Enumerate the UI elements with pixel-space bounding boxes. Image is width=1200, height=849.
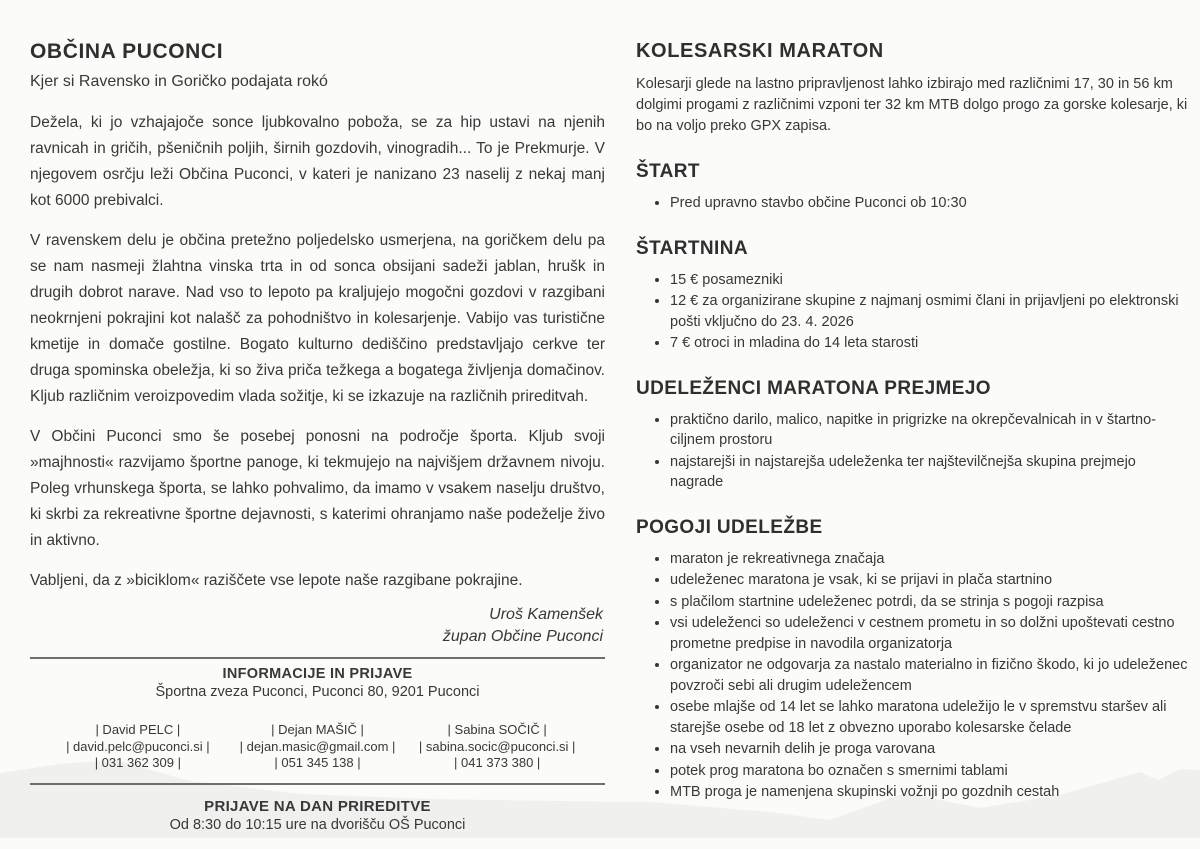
info-address: Športna zveza Puconci, Puconci 80, 9201 Puconci <box>155 684 480 700</box>
sports-paragraph: V Občini Puconci smo še posebej ponosni na področje športa. Kljub svoji »majhnosti« razvijamo športne panoge, ki tekmujejo na najvišjem državnem nivoju. Poleg vrhunskega športa, se lahko pohvalimo, da imamo v vsakem naselju društvo, ki skrbi za rekreativne športne dejavnosti, s katerimi ohranjamo naše podeželje živo in aktivno. <box>30 428 605 549</box>
contact-name: | Sabina SOČIČ | <box>447 722 547 737</box>
participants-list <box>636 410 1188 493</box>
day-registration-block <box>30 798 605 833</box>
marathon-intro: Kolesarji glede na lastno pripravljenost lahko izbirajo med različnimi 17, 30 in 56 km dolgimi progami z različnimi vzponi ter 32 km MTB dolgo progo za gorske kolesarje, ki bo na voljo preko GPX zapisa. <box>636 76 1188 134</box>
horizontal-rule-bottom <box>30 783 605 785</box>
left-column <box>30 40 605 833</box>
marathon-title: KOLESARSKI MARATON <box>636 40 884 62</box>
right-column <box>636 40 1188 804</box>
signature-role: župan Občine Puconci <box>442 628 603 645</box>
intro-paragraph: Dežela, ki jo vzhajajoče sonce ljubkovalno poboža, se za hip ustavi na njenih ravnicah in gričih, pšeničnih poljih, širnih gozdovih, vinogradih... To je Prekmurje. V njegovem osrčju leži Občina Puconci, v kateri je nanizano 23 naselij z nekaj manj kot 6000 prebivalci. <box>30 114 605 209</box>
info-block <box>30 666 605 772</box>
bullet-item: • 12 € za organizirane skupine z najmanj osmimi člani in prijavljeni po elektronski pošti vključno do 23. 4. 2026 <box>670 291 1188 332</box>
contact-card <box>48 722 228 772</box>
section-heading-conditions: POGOJI UDELEŽBE <box>636 516 823 538</box>
bullet-item: • praktično darilo, malico, napitke in prigrizke na okrepčevalnicah in v štartno-ciljnem prostoru <box>670 410 1188 451</box>
contact-phone: | 051 345 138 | <box>274 755 361 770</box>
contacts-row <box>30 722 605 772</box>
signature-name: Uroš Kamenšek <box>489 606 603 623</box>
section-heading-start: ŠTART <box>636 161 700 182</box>
contact-name: | Dejan MAŠIČ | <box>271 722 364 737</box>
bullet-item: • na vseh nevarnih delih je proga varovana <box>670 739 1188 760</box>
bullet-item: • osebe mlajše od 14 let se lahko maratona udeležijo le v spremstvu staršev ali starejše osebe od 18 let z obvezno uporabo kolesarske čelade <box>670 697 1188 738</box>
bullet-item: • organizator ne odgovarja za nastalo materialno in fizično škodo, ki jo udeleženec povzroči sebi ali drugim udeležencem <box>670 655 1188 696</box>
contact-phone: | 041 373 380 | <box>454 755 541 770</box>
horizontal-rule-top <box>30 657 605 659</box>
bullet-item: • maraton je rekreativnega značaja <box>670 549 1188 570</box>
conditions-list <box>636 549 1188 803</box>
contact-card <box>228 722 408 772</box>
bullet-item: • 15 € posamezniki <box>670 270 1188 291</box>
bullet-item: • Pred upravno stavbo občine Puconci ob 10:30 <box>670 193 1188 214</box>
contact-name: | David PELC | <box>95 722 181 737</box>
invitation-line: Vabljeni, da z »biciklom« raziščete vse lepote naše razgibane pokrajine. <box>30 572 523 589</box>
bullet-item: • potek prog maratona bo označen s smernimi tablami <box>670 761 1188 782</box>
bullet-item: • 7 € otroci in mladina do 14 leta starosti <box>670 333 1188 354</box>
contact-email: | sabina.socic@puconci.si | <box>418 738 576 754</box>
contact-email: | david.pelc@puconci.si | <box>66 738 210 754</box>
day-registration-details: Od 8:30 do 10:15 ure na dvorišču OŠ Puconci <box>169 816 466 833</box>
bullet-item: • vsi udeleženci so udeleženci v cestnem prometu in so dolžni upoštevati cestno prometne predpise in navodila organizatorja <box>670 613 1188 654</box>
bullet-item: • s plačilom startnine udeleženec potrdi, da se strinja s pogoji razpisa <box>670 592 1188 613</box>
section-heading-fee: ŠTARTNINA <box>636 237 748 259</box>
signature-block <box>30 604 603 648</box>
bullet-item: • udeleženec maratona je vsak, ki se prijavi in plača startnino <box>670 570 1188 591</box>
municipality-title: OBČINA PUCONCI <box>30 40 224 63</box>
day-registration-title: PRIJAVE NA DAN PRIREDITVE <box>204 797 431 815</box>
bullet-item: • MTB proga je namenjena skupinski vožnji po gozdnih cestah <box>670 782 1188 803</box>
start-list <box>636 193 1188 214</box>
region-paragraph: V ravenskem delu je občina pretežno poljedelsko usmerjena, na goričkem delu pa se nam nasmeji žlahtna vinska trta in od sonca obsijani sadeži jablan, hrušk in drugih dobrot narave. Nad vso to lepoto pa kraljujejo mogočni gozdovi v razgibani neokrnjeni pokrajini kot nalašč za pohodništvo in kolesarjenje. Vabijo vas turistične kmetije in domače gostilne. Bogato kulturno dediščino predstavljajo cerkve ter druga spominska obeležja, ki so živa priča težkega a bogatega življenja domačinov. Kljub različnim veroizpovedim vlada sožitje, ki se izkazuje na različnih prireditvah. <box>30 232 605 405</box>
contact-email: | dejan.masic@gmail.com | <box>239 738 396 754</box>
fee-list <box>636 270 1188 354</box>
info-title: INFORMACIJE IN PRIJAVE <box>222 666 413 682</box>
municipality-motto: Kjer si Ravensko in Goričko podajata rokó <box>30 73 328 90</box>
bullet-item: • najstarejši in najstarejša udeleženka ter najštevilčnejša skupina prejmejo nagrade <box>670 452 1188 493</box>
section-heading-participants: UDELEŽENCI MARATONA PREJMEJO <box>636 377 991 399</box>
contact-phone: | 031 362 309 | <box>94 755 181 770</box>
contact-card <box>407 722 587 772</box>
